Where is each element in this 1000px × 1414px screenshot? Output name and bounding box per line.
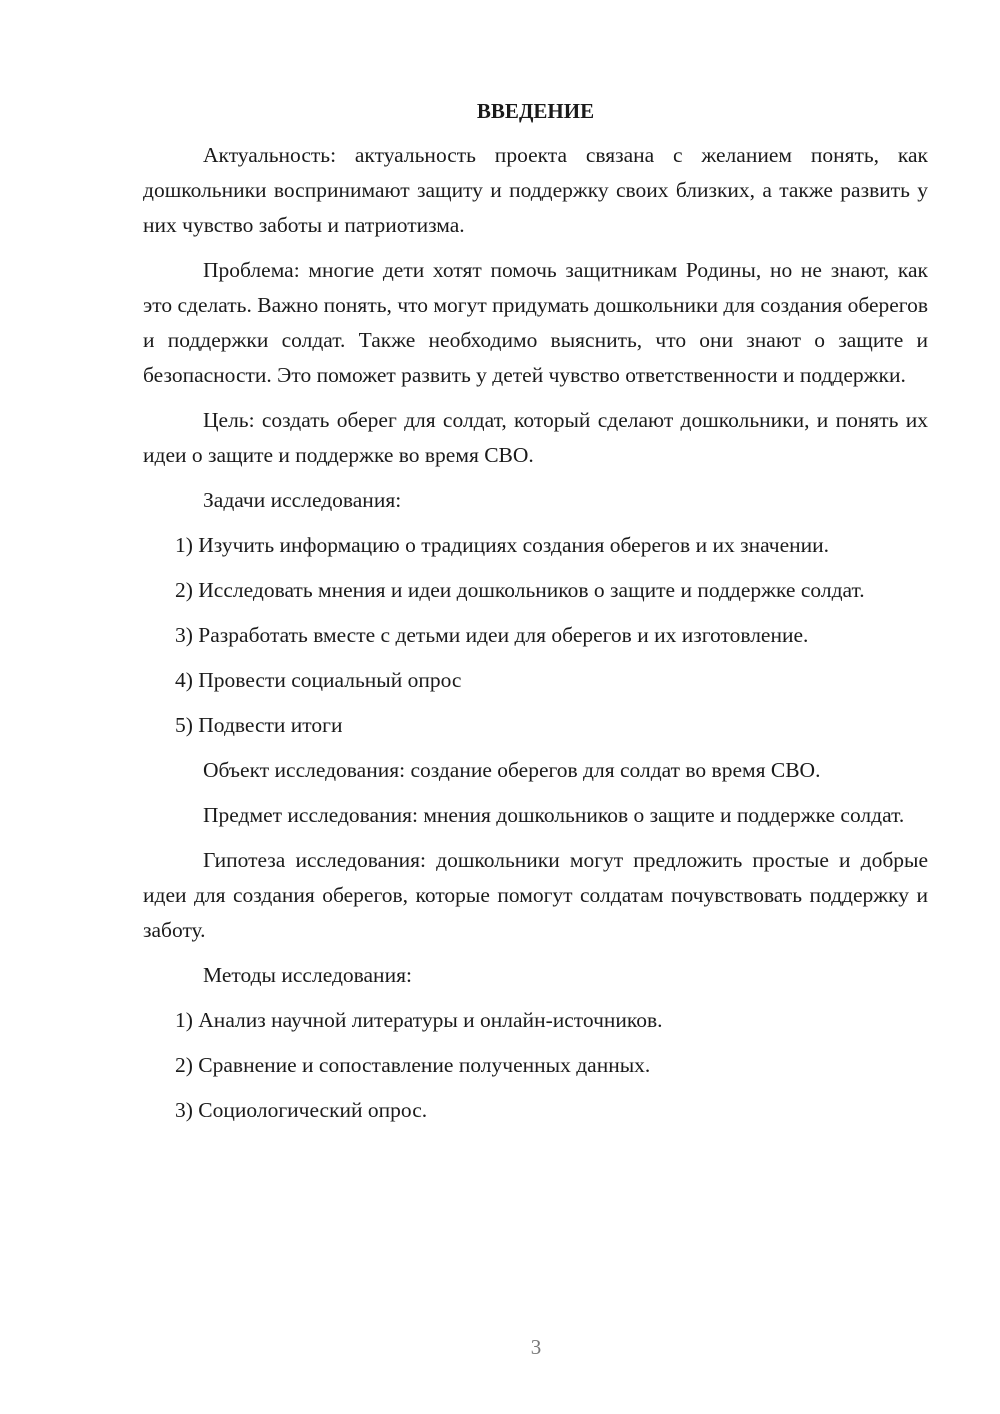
task-item: 4) Провести социальный опрос xyxy=(175,668,462,692)
relevance-paragraph: Актуальность: актуальность проекта связана с желанием понять, как дошкольники воспринимают защиту и поддержку своих близких, а также развить у них чувство заботы и патриотизма. xyxy=(143,143,928,237)
task-item: 1) Изучить информацию о традициях создания оберегов и их значении. xyxy=(175,533,830,557)
document-page xyxy=(143,96,928,1138)
page-title: ВВЕДЕНИЕ xyxy=(476,99,595,123)
task-item: 3) Разработать вместе с детьми идеи для оберегов и их изготовление. xyxy=(175,623,809,647)
methods-heading: Методы исследования: xyxy=(203,963,412,987)
goal-paragraph: Цель: создать оберег для солдат, который сделают дошкольники, и понять их идеи о защите и поддержке во время СВО. xyxy=(143,408,928,467)
subject-paragraph: Предмет исследования: мнения дошкольников о защите и поддержке солдат. xyxy=(203,803,905,827)
method-item: 3) Социологический опрос. xyxy=(175,1098,428,1122)
method-item: 1) Анализ научной литературы и онлайн-источников. xyxy=(175,1008,663,1032)
hypothesis-paragraph: Гипотеза исследования: дошкольники могут предложить простые и добрые идеи для создания оберегов, которые помогут солдатам почувствовать поддержку и заботу. xyxy=(143,848,928,942)
page-number: 3 xyxy=(530,1335,542,1359)
problem-paragraph: Проблема: многие дети хотят помочь защитникам Родины, но не знают, как это сделать. Важно понять, что могут придумать дошкольники для создания оберегов и поддержки солдат. Также необходимо выяснить, что они знают о защите и безопасности. Это поможет развить у детей чувство ответственности и поддержки. xyxy=(143,258,928,387)
tasks-heading: Задачи исследования: xyxy=(203,488,402,512)
task-item: 2) Исследовать мнения и идеи дошкольников о защите и поддержке солдат. xyxy=(175,578,865,602)
method-item: 2) Сравнение и сопоставление полученных данных. xyxy=(175,1053,651,1077)
task-item: 5) Подвести итоги xyxy=(175,713,343,737)
object-paragraph: Объект исследования: создание оберегов для солдат во время СВО. xyxy=(203,758,821,782)
